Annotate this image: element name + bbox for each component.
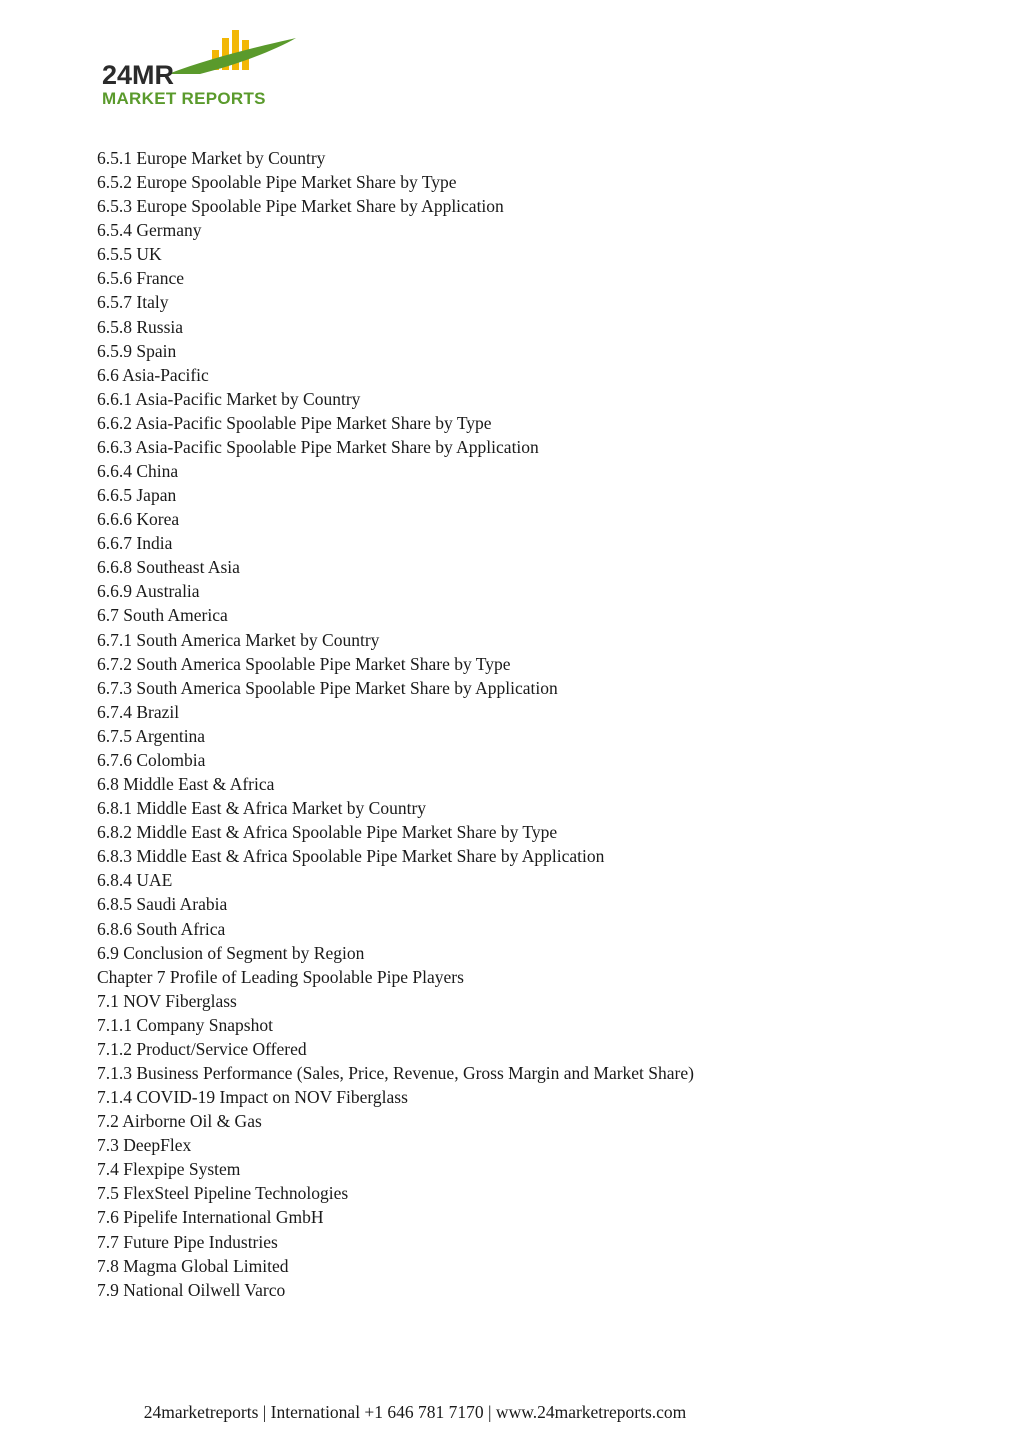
toc-entry: 6.5.6 France [97,268,184,289]
toc-entry: 6.6.8 Southeast Asia [97,557,240,578]
toc-entry: 7.1 NOV Fiberglass [97,990,237,1011]
toc-entry: 7.5 FlexSteel Pipeline Technologies [97,1183,349,1204]
toc-entry: 6.6.5 Japan [97,485,177,506]
toc-entry: 6.6.1 Asia-Pacific Market by Country [97,388,361,409]
page-footer: 24marketreports | International +1 646 781 7170 | www.24marketreports.com [143,1402,687,1422]
toc-entry: 6.8.5 Saudi Arabia [97,894,228,915]
toc-entry: 6.5.8 Russia [97,316,184,337]
toc-entry: 6.8.6 South Africa [97,918,226,939]
toc-entry: 6.8.1 Middle East & Africa Market by Country [97,798,427,819]
toc-entry: 7.3 DeepFlex [97,1135,192,1156]
toc-entry: 7.1.4 COVID-19 Impact on NOV Fiberglass [97,1087,408,1108]
toc-entry: 6.8.4 UAE [97,870,173,891]
toc-entry: 7.7 Future Pipe Industries [97,1231,278,1252]
toc-entry: 7.6 Pipelife International GmbH [97,1207,324,1228]
toc-entry: 6.7.2 South America Spoolable Pipe Market Share by Type [97,653,511,674]
toc-entry: 6.5.1 Europe Market by Country [97,148,326,168]
toc-entry: 6.5.5 UK [97,244,162,265]
toc-entry: 6.5.7 Italy [97,292,169,313]
toc-entry: 6.6.9 Australia [97,581,200,602]
toc-entry: 6.5.3 Europe Spoolable Pipe Market Share by Application [97,196,504,217]
toc-entry: 6.8.3 Middle East & Africa Spoolable Pipe Market Share by Application [97,846,605,867]
toc-entry: 6.9 Conclusion of Segment by Region [97,942,365,963]
toc-entry: 6.6.7 India [97,533,173,554]
toc-entry: 6.6.3 Asia-Pacific Spoolable Pipe Market Share by Application [97,436,539,457]
logo-line1: 24MR [102,60,175,90]
toc-entry: 6.7.3 South America Spoolable Pipe Market Share by Application [97,677,558,698]
toc-entry: 6.7.6 Colombia [97,749,206,770]
toc-entry: 7.4 Flexpipe System [97,1159,241,1180]
toc-entry: 6.7.4 Brazil [97,701,180,722]
toc-entry: 7.1.1 Company Snapshot [97,1014,273,1035]
toc-entry: 7.1.3 Business Performance (Sales, Price, Revenue, Gross Margin and Market Share) [97,1062,694,1083]
toc-entry: 6.6 Asia-Pacific [97,364,209,385]
toc-entry: 6.6.2 Asia-Pacific Spoolable Pipe Market Share by Type [97,412,492,433]
toc-entry: 6.7.5 Argentina [97,725,206,746]
toc-entry: 6.8.2 Middle East & Africa Spoolable Pipe Market Share by Type [97,822,558,843]
toc-entry: Chapter 7 Profile of Leading Spoolable Pipe Players [97,966,464,987]
logo-line2: MARKET REPORTS [102,89,266,108]
toc-entry: 6.5.4 Germany [97,220,202,241]
logo-graphic [100,28,310,108]
toc-entry: 7.2 Airborne Oil & Gas [97,1111,262,1132]
toc-entry: 6.8 Middle East & Africa [97,774,275,795]
table-of-contents [97,146,694,1302]
toc-entry: 7.8 Magma Global Limited [97,1255,289,1276]
toc-entry: 7.1.2 Product/Service Offered [97,1038,307,1059]
toc-entry: 6.5.9 Spain [97,340,177,361]
company-logo [100,28,310,108]
toc-entry: 7.9 National Oilwell Varco [97,1279,286,1300]
toc-entry: 6.6.4 China [97,461,179,482]
toc-entry: 6.5.2 Europe Spoolable Pipe Market Share by Type [97,172,457,193]
toc-entry: 6.7.1 South America Market by Country [97,629,380,650]
toc-entry: 6.7 South America [97,605,228,626]
toc-entry: 6.6.6 Korea [97,509,180,530]
